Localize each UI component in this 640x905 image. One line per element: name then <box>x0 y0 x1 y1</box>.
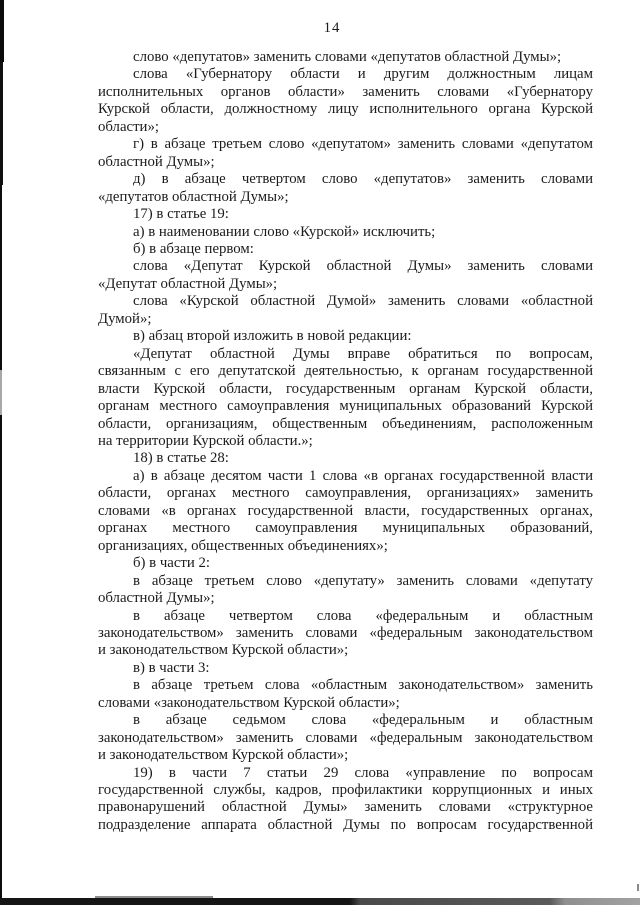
text-line: «Депутат областной Думы»; <box>98 275 278 292</box>
text-line: в) абзац второй изложить в новой редакции: <box>133 328 412 345</box>
scan-artifact-left-blob <box>0 0 4 62</box>
text-line: словами «в органах государственной власти, государственных органах, <box>98 502 593 519</box>
text-line: д) в абзаце четвертом слово «депутатов» заменить словами <box>133 171 593 188</box>
text-line: области, организациям, общественным объединениям, расположенным <box>98 415 593 432</box>
text-line: слова «Курской областной Думой» заменить словами «областной <box>133 293 593 310</box>
scan-artifact-left-gray-segment <box>0 370 2 415</box>
text-line: подразделение аппарата областной Думы по вопросам государственной <box>98 816 593 833</box>
text-line: исполнительных органов области» заменить словами «Губернатору <box>98 83 593 100</box>
text-line: Курской области, должностному лицу исполнительного органа Курской <box>98 101 593 118</box>
text-line: слова «Губернатору области и другим должностным лицам <box>133 66 593 83</box>
text-line: организациях, общественных объединениях»; <box>98 537 388 554</box>
document-text <box>98 49 593 834</box>
text-line: органах местного самоуправления муниципальных образований, <box>98 520 593 537</box>
text-line: области, органах местного самоуправления, организациях» заменить <box>98 485 593 502</box>
text-line: и законодательством Курской области»; <box>98 747 349 764</box>
text-line: Думой»; <box>98 310 152 327</box>
text-line: на территории Курской области.»; <box>98 432 313 449</box>
text-line: «депутатов областной Думы»; <box>98 188 289 205</box>
text-line: органам местного самоуправления муниципальных образований Курской <box>98 398 593 415</box>
text-line: законодательством» заменить словами «федеральным законодательством <box>98 624 593 641</box>
text-line: в абзаце четвертом слова «федеральным и областным <box>133 607 593 624</box>
text-line: б) в абзаце первом: <box>133 240 254 257</box>
text-line: словами «законодательством Курской области»; <box>98 694 400 711</box>
text-line: б) в части 2: <box>133 555 211 572</box>
text-line: в абзаце третьем слово «депутату» заменить словами «депутату <box>133 572 593 589</box>
text-line: «Депутат областной Думы вправе обратиться по вопросам, <box>133 345 593 362</box>
scan-artifact-bottom-edge <box>0 898 640 905</box>
scan-artifact-right-mark <box>637 884 639 891</box>
text-line: г) в абзаце третьем слово «депутатом» заменить словами «депутатом <box>133 136 593 153</box>
text-line: связанным с его депутатской деятельностью, к органам государственной <box>98 363 593 380</box>
text-line: слова «Депутат Курской областной Думы» заменить словами <box>133 258 593 275</box>
text-line: государственной службы, кадров, профилактики коррупционных и иных <box>98 782 593 799</box>
text-line: и законодательством Курской области»; <box>98 642 349 659</box>
scan-artifact-bottom-thin-line <box>95 896 213 898</box>
text-line: в абзаце третьем слова «областным законодательством» заменить <box>133 677 593 694</box>
text-line: областной Думы»; <box>98 590 215 607</box>
text-line: в абзаце седьмом слова «федеральным и областным <box>133 712 593 729</box>
text-line: 18) в статье 28: <box>133 450 229 467</box>
text-line: а) в абзаце десятом части 1 слова «в органах государственной власти <box>133 467 593 484</box>
text-line: а) в наименовании слово «Курской» исключить; <box>133 223 436 240</box>
text-line: области»; <box>98 118 159 135</box>
scan-artifact-left-blob <box>0 62 3 185</box>
text-line: правонарушений областной Думы» заменить словами «структурное <box>98 799 593 816</box>
text-line: власти Курской области, государственным органам Курской области, <box>98 380 593 397</box>
text-line: областной Думы»; <box>98 153 215 170</box>
text-line: 17) в статье 19: <box>133 206 229 223</box>
text-line: законодательством» заменить словами «федеральным законодательством <box>98 729 593 746</box>
text-line: 19) в части 7 статьи 29 слова «управление по вопросам <box>133 764 593 781</box>
text-line: слово «депутатов» заменить словами «депутатов областной Думы»; <box>133 49 562 65</box>
page-number: 14 <box>323 20 341 36</box>
text-line: в) в части 3: <box>133 659 210 676</box>
